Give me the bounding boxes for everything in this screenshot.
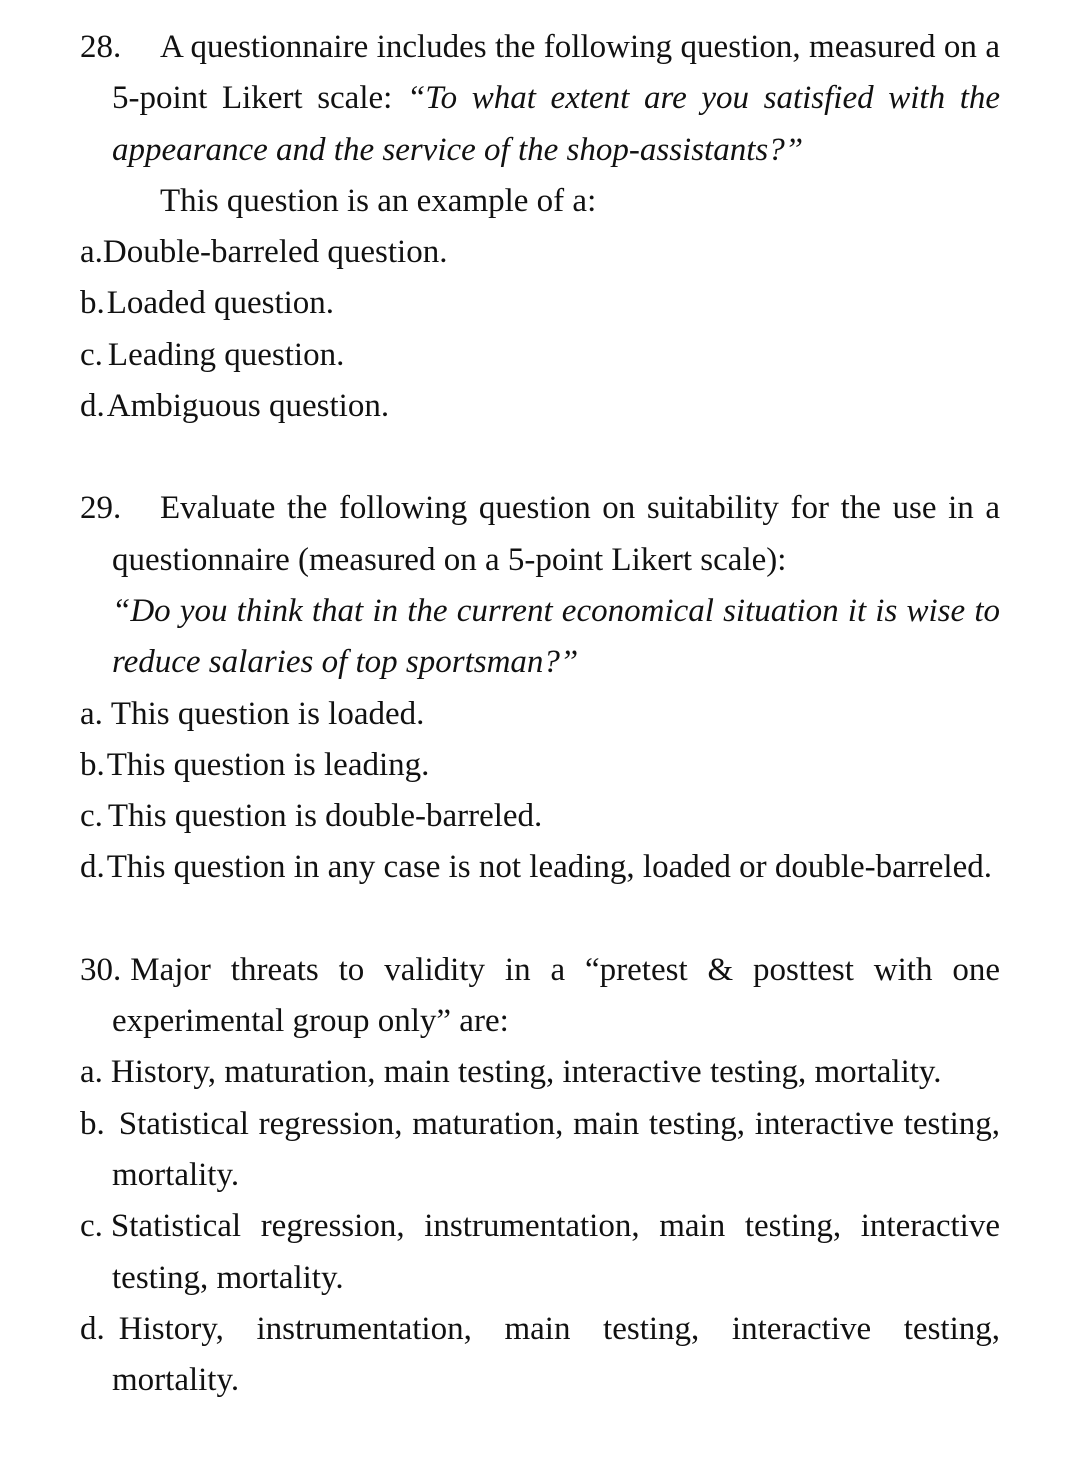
option-letter: a.	[80, 234, 103, 271]
option-letter: b.	[80, 746, 105, 783]
option-letter: b.	[80, 285, 105, 322]
answer-option-a	[80, 689, 1000, 740]
answer-option-c	[80, 330, 1000, 381]
answer-option-b	[80, 1099, 1000, 1202]
option-text: Statistical regression, instrumentation, main testing, interactive testing, mortality.	[110, 1208, 1000, 1296]
answer-option-d	[80, 842, 1000, 893]
question-lead-text: Evaluate the following question on suitability for the use in a questionnaire (measured on a 5-point Likert scale):	[112, 490, 1000, 578]
answer-option-b	[80, 740, 1000, 791]
question-tail-text: This question is an example of a:	[160, 182, 597, 219]
answer-option-b	[80, 278, 1000, 329]
option-text: History, maturation, main testing, interactive testing, mortality.	[110, 1054, 942, 1091]
spacer	[80, 432, 1000, 483]
answer-option-c	[80, 791, 1000, 842]
option-text: Statistical regression, maturation, main testing, interactive testing, mortality.	[112, 1105, 1000, 1193]
option-letter: d.	[80, 388, 105, 425]
question-number: 29.	[80, 490, 122, 527]
option-letter: b.	[80, 1105, 105, 1142]
option-letter: d.	[80, 1310, 105, 1347]
question-number: 30.	[80, 951, 122, 988]
answer-options	[80, 227, 1000, 432]
question-lead-text: A questionnaire includes the following question, measured on a 5-point Likert scale:	[112, 29, 1000, 117]
question-stem	[80, 483, 1000, 586]
question-30	[80, 945, 1000, 1407]
option-letter: a.	[80, 695, 103, 732]
answer-option-d	[80, 1304, 1000, 1407]
answer-options	[80, 689, 1000, 894]
answer-option-a	[80, 227, 1000, 278]
question-quote: “To what extent are you satisfied with the appearance and the service of the shop-assistants?”	[112, 80, 1001, 168]
option-text: Ambiguous question.	[106, 388, 390, 425]
option-text: Leading question.	[107, 336, 345, 373]
option-text: Double-barreled question.	[102, 234, 448, 271]
option-letter: c.	[80, 798, 103, 835]
option-text: History, instrumentation, main testing, interactive testing, mortality.	[112, 1310, 1000, 1399]
question-stem	[80, 945, 1000, 1048]
spacer	[80, 894, 1000, 945]
answer-option-d	[80, 381, 1000, 432]
option-letter: a.	[80, 1054, 103, 1091]
option-text: This question is loaded.	[110, 695, 425, 732]
answer-option-a	[80, 1047, 1000, 1098]
answer-options	[80, 1047, 1000, 1406]
option-text: This question is leading.	[106, 746, 430, 783]
question-lead-text: Major threats to validity in a “pretest & posttest with one experimental group only” are:	[112, 951, 1000, 1040]
question-stem	[80, 22, 1000, 176]
option-letter: d.	[80, 849, 105, 886]
option-letter: c.	[80, 1208, 103, 1245]
option-text: This question is double-barreled.	[107, 798, 543, 835]
option-text: Loaded question.	[106, 285, 335, 322]
question-number: 28.	[80, 29, 122, 65]
question-28	[80, 22, 1000, 432]
answer-option-c	[80, 1201, 1000, 1304]
question-29	[80, 483, 1000, 893]
document-page	[80, 22, 1000, 1406]
option-letter: c.	[80, 336, 103, 373]
option-text: This question in any case is not leading, loaded or double-barreled.	[106, 849, 992, 886]
question-quote: “Do you think that in the current economical situation it is wise to reduce salaries of top sportsman?”	[112, 592, 1000, 681]
